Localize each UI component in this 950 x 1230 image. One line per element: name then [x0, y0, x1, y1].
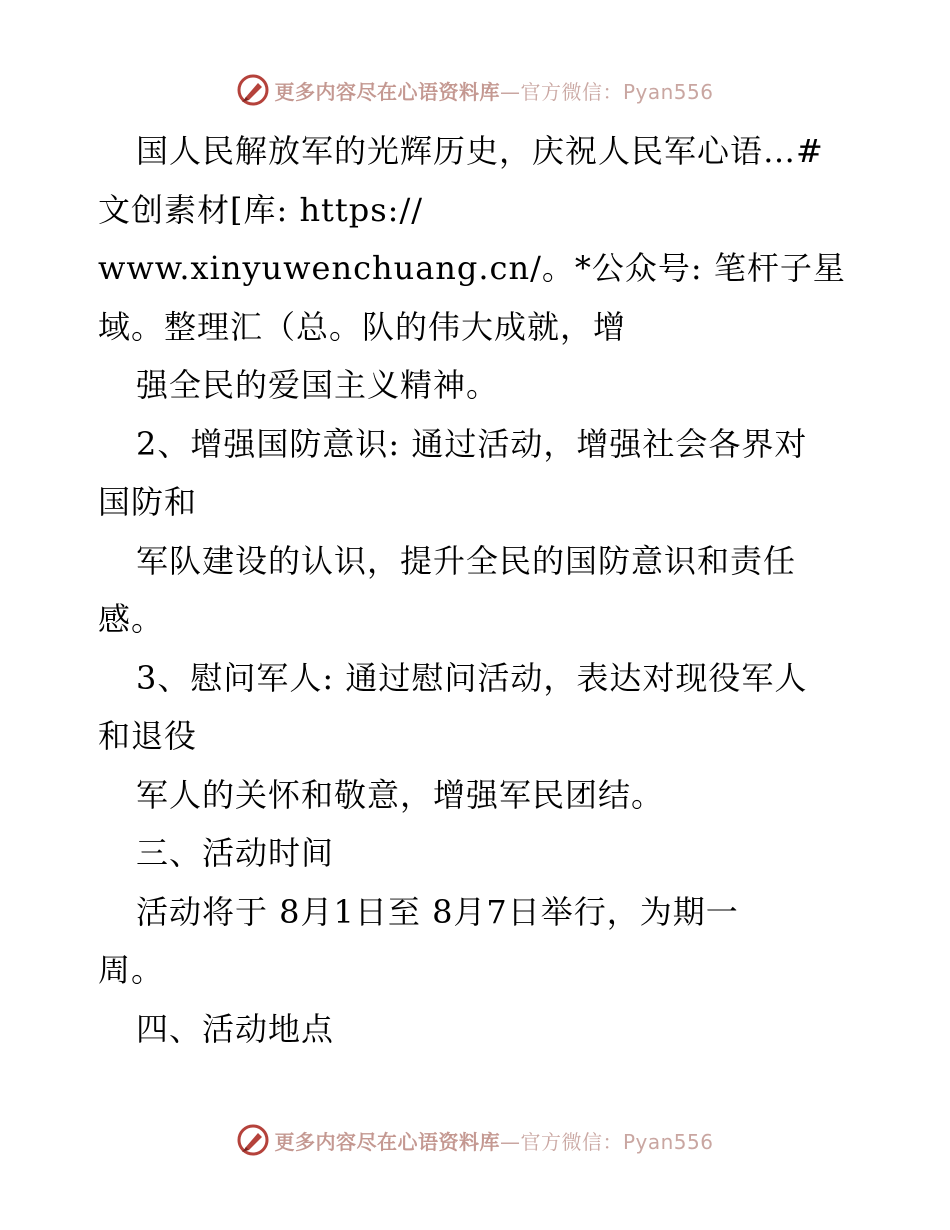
pen-nib-logo-icon — [236, 73, 270, 107]
body-line: 和退役 — [98, 717, 198, 755]
pen-nib-logo-icon — [236, 1123, 270, 1157]
body-line: www.xinyuwenchuang.cn/。*公众号: 笔杆子星 — [98, 249, 846, 287]
body-line: 强全民的爱国主义精神。 — [136, 366, 500, 404]
document-body — [98, 122, 858, 1058]
body-line: 四、活动地点 — [136, 1009, 335, 1048]
header-banner — [0, 70, 950, 110]
body-line: 文创素材[库: https:// — [98, 190, 424, 229]
body-line: 3、慰问军人: 通过慰问活动，表达对现役军人 — [136, 658, 808, 697]
body-line: 国人民解放军的光辉历史，庆祝人民军心语…# — [136, 132, 824, 170]
footer-banner-text: 更多内容尽在心语资料库—官方微信：Pyan556 — [274, 1129, 714, 1154]
body-line: 活动将于 8月1日至 8月7日举行，为期一 — [136, 892, 739, 931]
body-line: 军人的关怀和敬意，增强军民团结。 — [136, 775, 665, 814]
body-line: 感。 — [98, 600, 165, 638]
header-banner-text: 更多内容尽在心语资料库—官方微信：Pyan556 — [274, 79, 714, 104]
footer-banner — [0, 1120, 950, 1160]
body-line: 军队建设的认识，提升全民的国防意识和责任 — [136, 541, 797, 580]
body-line: 国防和 — [98, 483, 198, 521]
body-line: 周。 — [98, 951, 165, 989]
body-line: 域。整理汇（总。队的伟大成就，增 — [98, 307, 627, 346]
body-line: 三、活动时间 — [136, 834, 335, 872]
body-line: 2、增强国防意识: 通过活动，增强社会各界对 — [136, 424, 808, 463]
